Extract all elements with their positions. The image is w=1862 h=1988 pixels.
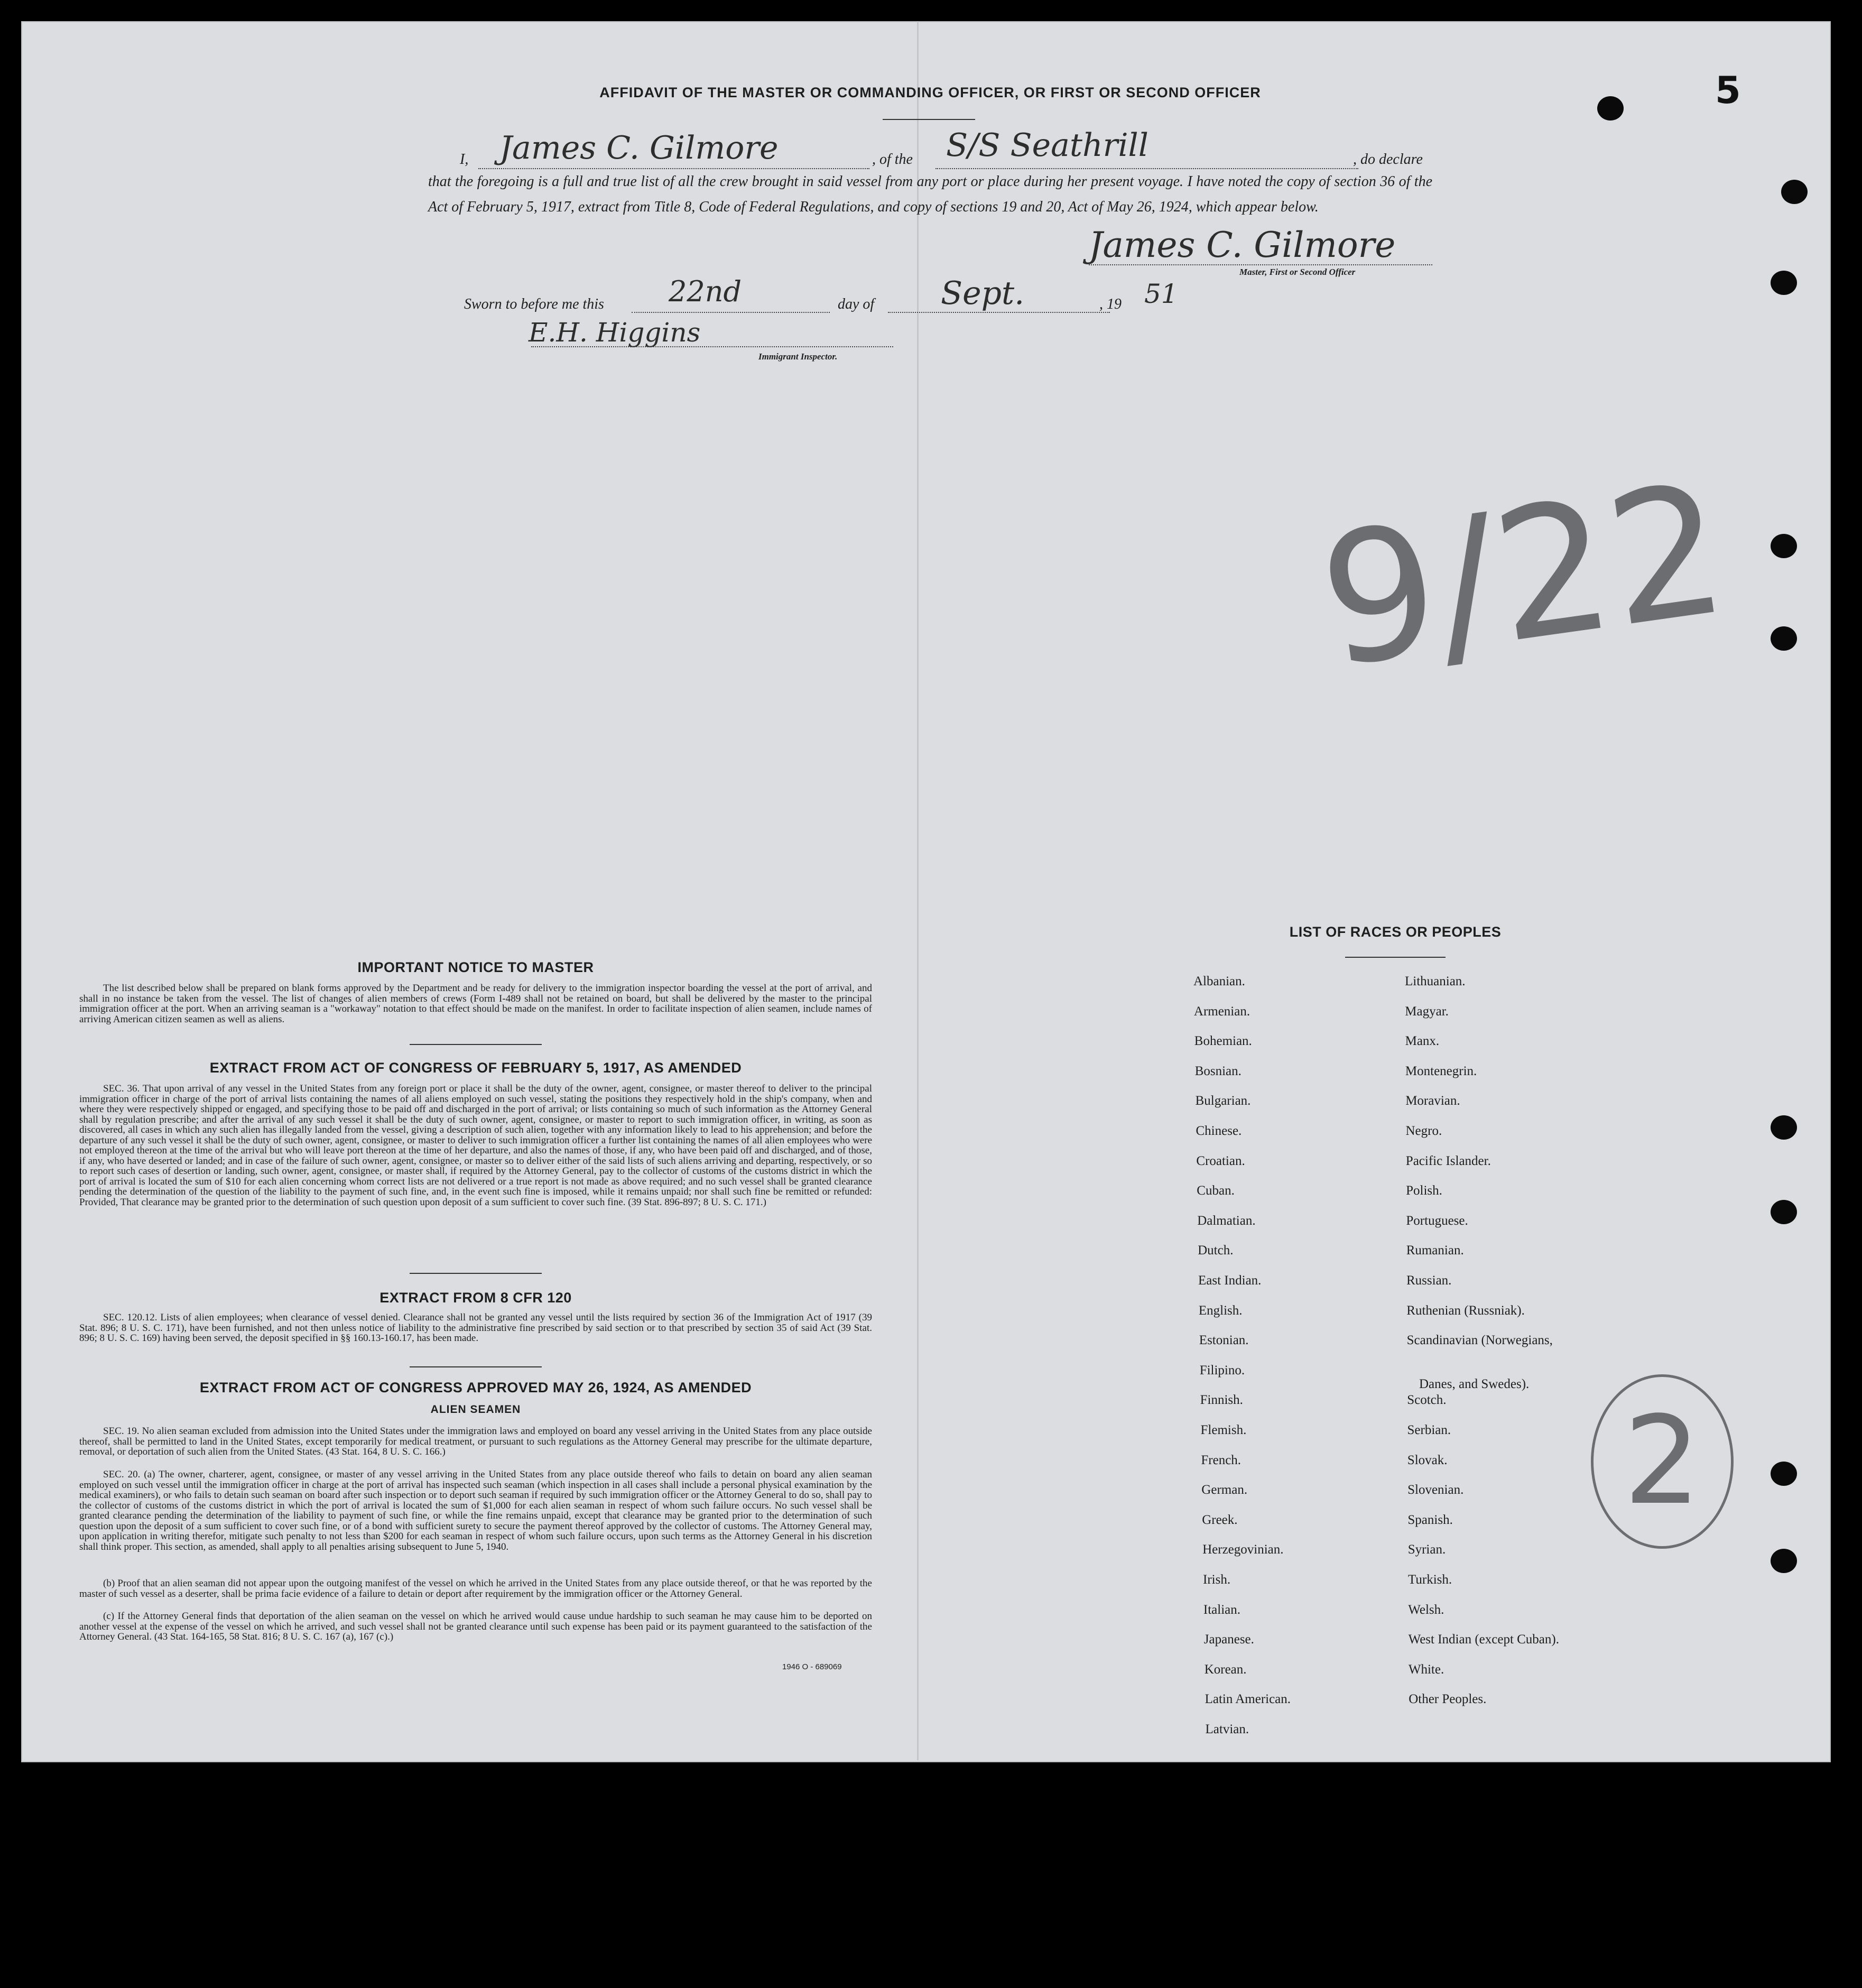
race-item: Scandinavian (Norwegians, [1406, 1333, 1553, 1348]
race-item: Finnish. [1200, 1393, 1243, 1408]
race-item: Italian. [1203, 1602, 1240, 1617]
circled-number-annotation [1591, 1374, 1734, 1549]
inspector-line [531, 346, 893, 347]
inspector-signature: E.H. Higgins [529, 317, 701, 348]
punch-hole [1771, 1200, 1797, 1224]
race-item: Latvian. [1205, 1722, 1249, 1736]
race-item: Herzegovinian. [1202, 1542, 1284, 1557]
race-item: Croatian. [1196, 1153, 1245, 1168]
race-item: Danes, and Swedes). [1419, 1376, 1530, 1391]
race-item: Portuguese. [1406, 1213, 1468, 1228]
year-handwriting: 51 [1144, 279, 1178, 309]
race-item: German. [1201, 1483, 1248, 1497]
race-item: Dalmatian. [1197, 1213, 1256, 1228]
punch-hole [1771, 271, 1797, 295]
inspector-caption: Immigrant Inspector. [758, 352, 838, 362]
punch-hole [1781, 180, 1808, 204]
punch-hole [1771, 1462, 1797, 1486]
race-item: Moravian. [1405, 1094, 1460, 1108]
extract-1924-title: EXTRACT FROM ACT OF CONGRESS APPROVED MAY 26, 1924, AS AMENDED [199, 1380, 752, 1395]
race-item: Other Peoples. [1409, 1692, 1487, 1707]
race-item: Filipino. [1199, 1363, 1245, 1377]
races-title: LIST OF RACES OR PEOPLES [1289, 924, 1502, 940]
extract-cfr-title: EXTRACT FROM 8 CFR 120 [379, 1290, 572, 1306]
vessel-name-handwriting: S/S Seathrill [946, 127, 1148, 164]
race-item: Welsh. [1408, 1602, 1444, 1617]
signature-caption: Master, First or Second Officer [1239, 267, 1356, 277]
race-item: Magyar. [1405, 1004, 1449, 1019]
extract-1924-sec20b: (b) Proof that an alien seaman did not appear upon the outgoing manifest of the vessel on which he arrived in the United States from any place outside thereof, or that he was reported by the master of such vessel as a deserter, shall be prima facie evidence of a failure to detain or deport after requirement by the immigration officer or the Attorney General. [79, 1578, 872, 1599]
race-item: Manx. [1405, 1034, 1440, 1049]
sworn-label: Sworn to before me this [464, 296, 604, 312]
race-item: Greek. [1202, 1512, 1238, 1527]
race-item: Korean. [1204, 1662, 1247, 1677]
extract-1924-sec20: SEC. 20. (a) The owner, charterer, agent, consignee, or master of any vessel arriving in the United States from any place outside thereof who fails to detain on board any alien seaman employed on such vessel until the immigration officer in charge at the port of arrival has inspected such seaman (which inspection in all cases shall include a personal physical examination by the medical examiners), or who fails to detain such seaman on board after such inspection or to deport such seaman if required by such immigration officer or the Attorney General to do so, shall pay to the collector of customs of the customs district in which the port of arrival is located the sum of $1,000 for each alien seaman in respect of whom such failure occurs. No such vessel shall be granted clearance pending the determination of the liability to payment of such fine, or while the fine remains unpaid, except that clearance may be granted prior to the determination of such question upon the deposit of a sum sufficient to cover such fine, or of a bond with sufficient surety to secure the payment thereof approved by the collector of customs. The Attorney General may, upon application in writing therefor, mitigate such penalty to not less than $200 for each seaman in respect of whom such failure occurs, upon such terms as the Attorney General in his discretion shall think proper. This section, as amended, shall apply to all penalties arising subsequent to June 5, 1940. [79, 1469, 872, 1552]
race-item: Russian. [1406, 1273, 1452, 1288]
race-item: Spanish. [1407, 1512, 1453, 1527]
race-item: Polish. [1406, 1183, 1442, 1198]
race-item: East Indian. [1198, 1273, 1262, 1288]
affidavit-of-the-label: , of the [872, 151, 913, 168]
race-item: Negro. [1405, 1124, 1442, 1138]
notice-body: The list described below shall be prepared on blank forms approved by the Department and be ready for delivery to the immigration inspector boarding the vessel at the port of arrival, and shall in no instance be taken from the vessel. The list of changes of alien members of crews (Form I-489 shall not be retained on board, but shall be delivered by the master to the principal immigration officer at the port. When an arriving seaman is a "workaway" notation to that effect should be made on the manifest. In order to facilitate inspection of alien seamen, include names of arriving American citizen seamen as well as aliens. [79, 983, 872, 1025]
date-annotation: 9/22 [1309, 444, 1738, 708]
title-underline [883, 119, 975, 120]
race-item: Ruthenian (Russniak). [1406, 1303, 1525, 1318]
race-item: Scotch. [1407, 1393, 1447, 1408]
race-item: French. [1201, 1453, 1242, 1467]
race-item: Armenian. [1193, 1004, 1250, 1019]
race-item: Turkish. [1408, 1573, 1452, 1587]
race-item: Irish. [1203, 1573, 1231, 1587]
race-item: Slovenian. [1407, 1483, 1464, 1497]
race-item: Bulgarian. [1195, 1094, 1251, 1108]
circled-number: 2 [1623, 1391, 1701, 1532]
section-divider [410, 1273, 542, 1274]
race-item: English. [1198, 1303, 1243, 1318]
section-divider [410, 1044, 542, 1045]
section-divider [410, 1366, 542, 1367]
race-item: Japanese. [1203, 1632, 1254, 1647]
day-of-label: day of [838, 296, 875, 312]
race-item: White. [1408, 1662, 1444, 1677]
race-item: Bohemian. [1194, 1034, 1252, 1049]
race-item: Cuban. [1197, 1183, 1235, 1198]
extract-1924-sec20c: (c) If the Attorney General finds that deportation of the alien seaman on the vessel on which he arrived would cause undue hardship to such seaman he may cause him to be deported on another vessel at the expense of the vessel on which he arrived, and such vessel shall not be granted clearance until such expense has been paid or its payment guaranteed to the satisfaction of the Attorney General. (43 Stat. 164-165, 58 Stat. 816; 8 U. S. C. 167 (a), 167 (c).) [79, 1611, 872, 1642]
sworn-day-line [632, 312, 830, 313]
race-item: Bosnian. [1194, 1064, 1242, 1078]
race-item: Syrian. [1407, 1542, 1446, 1557]
race-item: Serbian. [1407, 1423, 1451, 1437]
print-code: 1946 O - 689069 [782, 1662, 842, 1671]
race-item: Montenegrin. [1405, 1064, 1477, 1078]
center-fold-line [917, 21, 919, 1760]
punch-hole [1771, 534, 1797, 558]
master-name-handwriting: James C. Gilmore [499, 130, 779, 167]
affidavit-body: that the foregoing is a full and true list of all the crew brought in said vessel from any port or place during her present voyage. I have noted the copy of section 36 of the Act of February 5, 1917, extract from Title 8, Code of Federal Regulations, and copy of sections 19 and 20, Act of May 26, 1924, which appear below. [428, 173, 1432, 215]
extract-1924-subtitle: ALIEN SEAMEN [430, 1403, 521, 1416]
sworn-month-line [888, 312, 1110, 313]
race-item: Slovak. [1407, 1453, 1448, 1467]
notice-title: IMPORTANT NOTICE TO MASTER [357, 959, 594, 975]
race-item: Lithuanian. [1405, 974, 1466, 988]
affidavit-title: AFFIDAVIT OF THE MASTER OR COMMANDING OFFICER, OR FIRST OR SECOND OFFICER [599, 85, 1261, 100]
sworn-month-handwriting: Sept. [941, 275, 1025, 312]
punch-hole [1771, 1549, 1797, 1573]
affidavit-do-declare: , do declare [1353, 151, 1423, 168]
race-item: Chinese. [1196, 1124, 1242, 1138]
punch-hole [1771, 1115, 1797, 1140]
sworn-day-handwriting: 22nd [669, 275, 742, 308]
master-signature: James C. Gilmore [1089, 225, 1396, 265]
extract-1917-body: SEC. 36. That upon arrival of any vessel in the United States from any foreign port or place it shall be the duty of the owner, agent, consignee, or master thereof to deliver to the principal immigration officer in charge of the port of arrival lists containing the names of all aliens employed on such vessel, stating the positions they respectively hold in the ship's company, when and where they were respectively shipped or engaged, and specifying those to be paid off and discharged in the port of arrival; or lists containing so much of such information as the Attorney General shall by regulation prescribe; and after the arrival of any such vessel it shall be the duty of such owner, agent, consignee, or master to report to such immigration officer, in writing, as soon as discovered, all cases in which any such alien has illegally landed from the vessel, giving a description of such alien, together with any information likely to lead to his apprehension; and before the departure of any such vessel it shall be the duty of such owner, agent, consignee, or master to deliver to such immigration officer a further list containing the names of all alien employees who were not employed thereon at the time of the arrival but who will leave port thereon at the time of her departure, and also the names of those, if any, who have been paid off and discharged, and of those, if any, who have deserted or landed; and in case of the failure of such owner, agent, consignee, or master so to deliver either of the said lists of such aliens arriving and departing, respectively, or so to report such cases of desertion or landing, such owner, agent, consignee, or master shall, if required by the Attorney General, pay to the collector of customs of the customs district in which the port of arrival is located the sum of $10 for each alien concerning whom correct lists are not delivered or a true report is not made as above required; and no such vessel shall be granted clearance pending the determination of the question of the liability to the payment of such fine, and, in the event such fine is imposed, while it remains unpaid; nor shall such fine be remitted or refunded: Provided, That clearance may be granted prior to the determination of such question upon deposit of a sum sufficient to cover such fine. (39 Stat. 896-897; 8 U. S. C. 171.) [79, 1083, 872, 1208]
corner-mark: 5 [1715, 69, 1741, 112]
punch-hole [1771, 626, 1797, 651]
race-item: Pacific Islander. [1405, 1153, 1491, 1168]
race-item: Latin American. [1205, 1692, 1291, 1707]
signature-line [1089, 264, 1432, 265]
race-item: Albanian. [1193, 974, 1245, 988]
races-title-underline [1345, 957, 1446, 958]
extract-cfr-body: SEC. 120.12. Lists of alien employees; when clearance of vessel denied. Clearance shall not be granted any vessel until the lists required by section 36 of the Immigration Act of 1917 (39 Stat. 896; 8 U. S. C. 171), have been furnished, and not then unless notice of liability to the administrative fine prescribed by said section or to that prescribed by section 35 of said Act (39 Stat. 896; 8 U. S. C. 169) having been served, the deposit specified in §§ 160.13-160.17, has been made. [79, 1312, 872, 1344]
extract-1924-sec19: SEC. 19. No alien seaman excluded from admission into the United States under the immigration laws and employed on board any vessel arriving in the United States from any place outside thereof, shall be permitted to land in the United States, except temporarily for medical treatment, or pursuant to such regulations as the Attorney General may prescribe for the ultimate departure, removal, or deportation of such alien from the United States. (43 Stat. 164, 8 U. S. C. 166.) [79, 1426, 872, 1457]
race-item: West Indian (except Cuban). [1408, 1632, 1559, 1647]
race-item: Rumanian. [1406, 1243, 1464, 1258]
affidavit-i-label: I, [460, 151, 469, 168]
extract-1917-title: EXTRACT FROM ACT OF CONGRESS OF FEBRUARY 5, 1917, AS AMENDED [209, 1060, 742, 1076]
race-item: Flemish. [1200, 1423, 1247, 1437]
race-item: Estonian. [1199, 1333, 1249, 1348]
race-item: Dutch. [1198, 1243, 1234, 1258]
year-prefix: , 19 [1099, 296, 1122, 312]
punch-hole [1597, 96, 1624, 121]
